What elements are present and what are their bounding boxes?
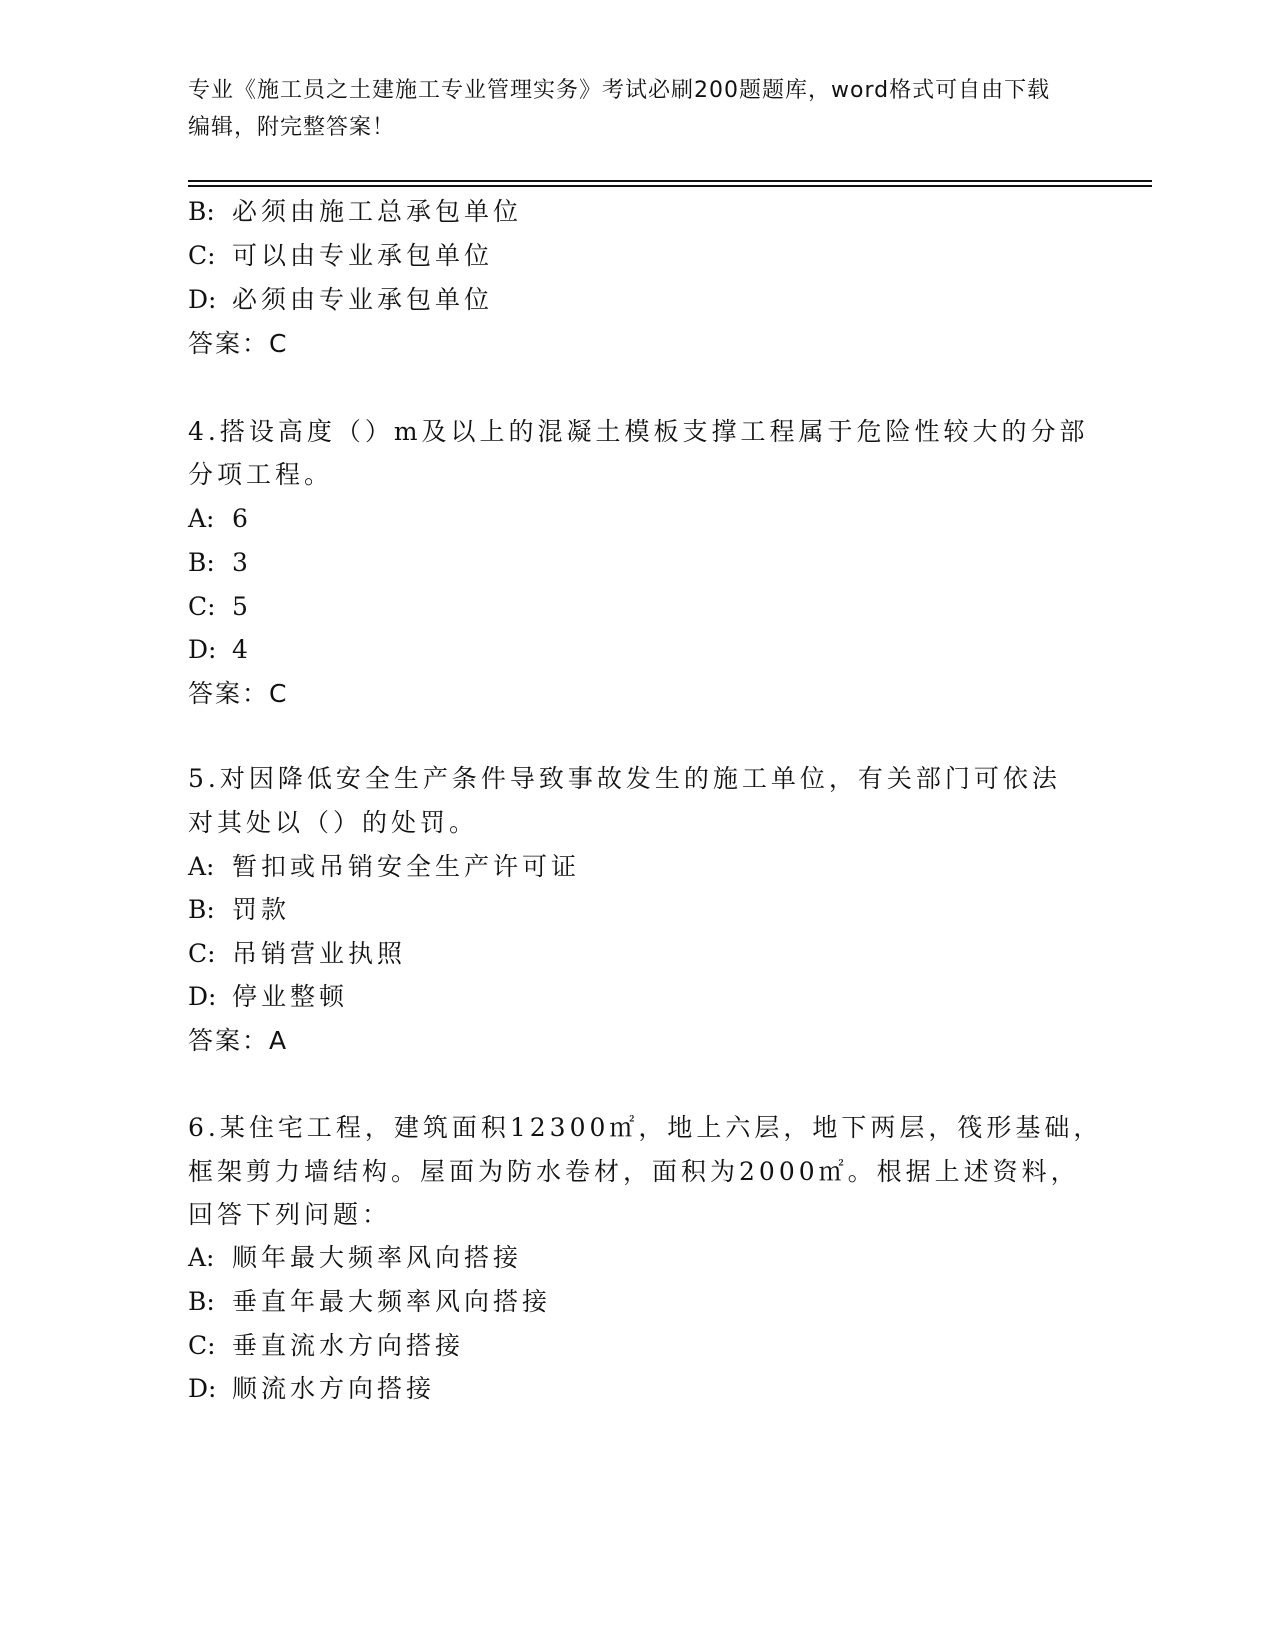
option-letter: D: [188, 285, 217, 314]
q3-option-c [188, 239, 493, 273]
q4-stem-line2: 分项工程。 [188, 460, 334, 489]
q3-option-d [188, 283, 493, 317]
option-text: 顺年最大频率风向搭接 [232, 1243, 523, 1272]
q6-option-b [188, 1285, 551, 1319]
q3-answer: 答案：C [188, 329, 289, 358]
q5-option-b [188, 893, 290, 927]
q6-stem-line3: 回答下列问题： [188, 1200, 392, 1229]
option-text: 暂扣或吊销安全生产许可证 [232, 852, 581, 881]
option-letter: B: [188, 1287, 215, 1316]
option-letter: B: [188, 197, 215, 226]
option-letter: D: [188, 982, 217, 1011]
q4-option-d [188, 633, 252, 667]
q6-option-d [188, 1372, 435, 1406]
option-text: 必须由专业承包单位 [232, 285, 494, 314]
option-text: 可以由专业承包单位 [232, 241, 494, 270]
option-letter: A: [188, 1243, 215, 1272]
option-text: 垂直年最大频率风向搭接 [232, 1287, 552, 1316]
option-letter: B: [188, 895, 215, 924]
q6-option-a [188, 1241, 522, 1275]
q6-option-c [188, 1329, 464, 1363]
q5-option-d [188, 980, 348, 1014]
option-letter: C: [188, 939, 216, 968]
q5-answer: 答案：A [188, 1026, 289, 1055]
q4-option-a [188, 502, 252, 536]
option-letter: D: [188, 635, 217, 664]
document-header: 专业《施工员之土建施工专业管理实务》考试必刷200题题库，word格式可自由下载编辑，附完整答案！ [188, 78, 1051, 140]
option-letter: C: [188, 1331, 216, 1360]
option-letter: D: [188, 1374, 217, 1403]
q5-option-a [188, 850, 580, 884]
option-letter: A: [188, 504, 215, 533]
header-rule-top [188, 180, 1152, 182]
q3-option-b [188, 195, 522, 229]
option-letter: A: [188, 852, 215, 881]
option-text: 罚款 [232, 895, 291, 924]
option-letter: C: [188, 592, 216, 621]
option-letter: B: [188, 548, 215, 577]
q5-option-c [188, 937, 406, 971]
option-text: 6 [232, 504, 252, 533]
option-text: 4 [232, 635, 252, 664]
option-text: 垂直流水方向搭接 [232, 1331, 465, 1360]
q5-stem-line2: 对其处以（）的处罚。 [188, 808, 479, 837]
option-text: 停业整顿 [232, 982, 349, 1011]
q4-stem-line1: 4.搭设高度（）m及以上的混凝土模板支撑工程属于危险性较大的分部 [188, 417, 1089, 446]
option-text: 3 [232, 548, 252, 577]
option-text: 吊销营业执照 [232, 939, 407, 968]
option-letter: C: [188, 241, 216, 270]
option-text: 5 [232, 592, 252, 621]
q6-stem-line1: 6.某住宅工程，建筑面积12300㎡，地上六层，地下两层，筏形基础， [188, 1113, 1103, 1142]
q6-stem-line2: 框架剪力墙结构。屋面为防水卷材，面积为2000㎡。根据上述资料， [188, 1157, 1080, 1186]
option-text: 必须由施工总承包单位 [232, 197, 523, 226]
header-rule-bottom [188, 185, 1152, 187]
q4-option-c [188, 590, 252, 624]
q4-option-b [188, 546, 252, 580]
q5-stem-line1: 5.对因降低安全生产条件导致事故发生的施工单位，有关部门可依法 [188, 764, 1061, 793]
option-text: 顺流水方向搭接 [232, 1374, 436, 1403]
q4-answer: 答案：C [188, 679, 289, 708]
